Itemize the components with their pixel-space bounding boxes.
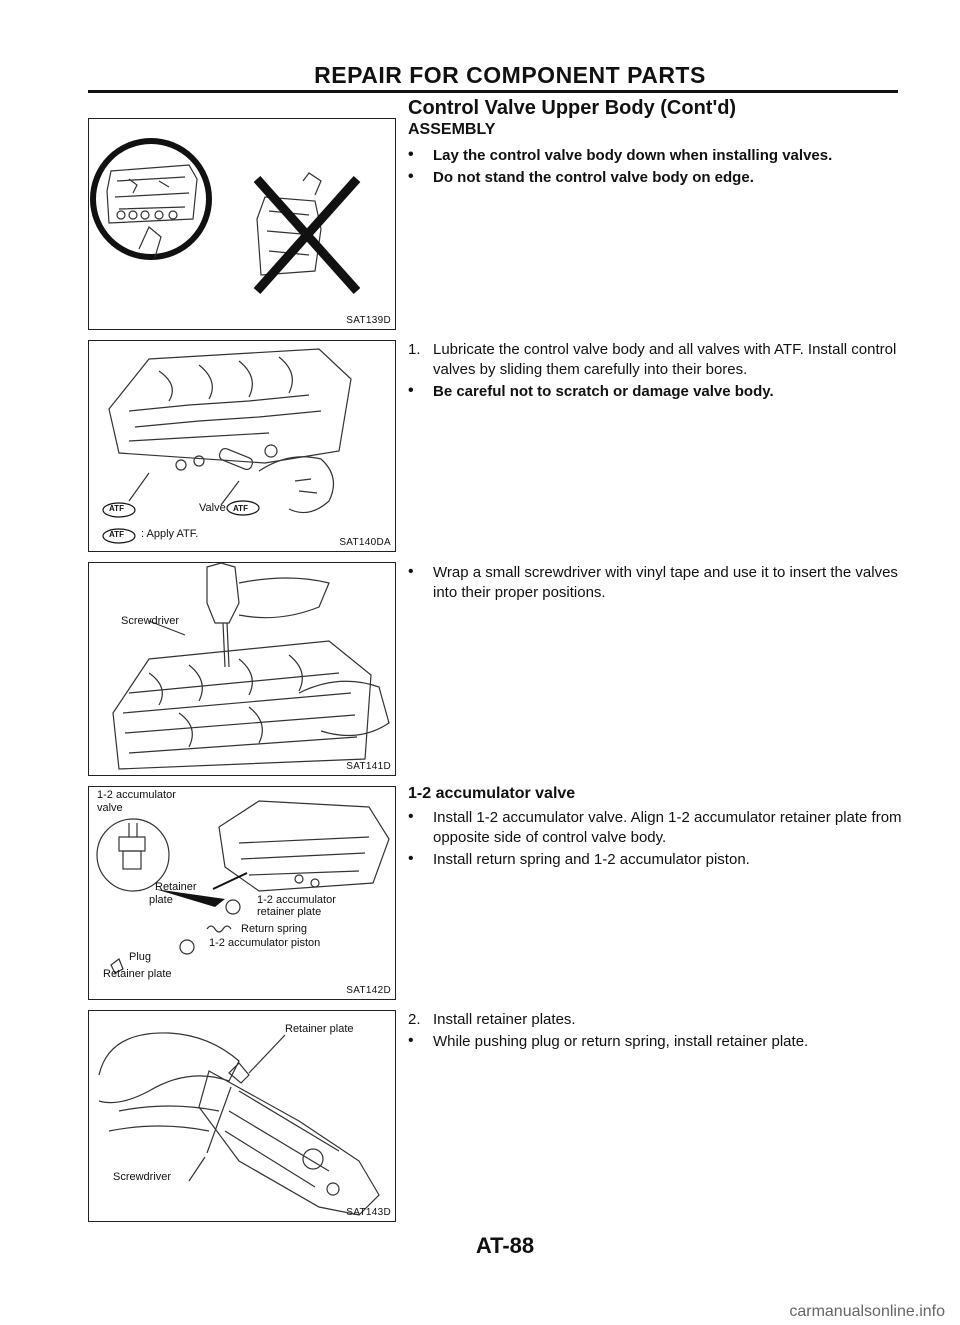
figure-sat141d — [88, 562, 396, 776]
valve-installation-illustration — [89, 341, 395, 551]
figure-code: SAT140DA — [339, 537, 391, 548]
label-accum-retainer-plate: 1-2 accumulator — [257, 894, 336, 906]
label-return-spring: Return spring — [241, 923, 308, 935]
block-step-1 — [403, 340, 903, 404]
watermark: carmanualsonline.info — [789, 1303, 945, 1320]
label-accum-valve: valve — [97, 802, 123, 814]
bullet-item: • Lay the control valve body down when installing valves. — [403, 146, 903, 166]
step-number: 1. — [408, 341, 421, 358]
figure-sat142d — [88, 786, 396, 1000]
label-accum-piston: 1-2 accumulator piston — [209, 937, 321, 949]
label-retainer-plate-bottom: Retainer plate — [103, 968, 172, 980]
retainer-plate-installation-illustration — [89, 1011, 395, 1221]
retainer-plate-label: Retainer plate — [285, 1023, 354, 1035]
screwdriver-label: Screwdriver — [113, 1171, 172, 1183]
page-header — [0, 62, 960, 89]
bullet-item: • Install return spring and 1-2 accumulator piston. — [403, 850, 903, 870]
screwdriver-label: Screwdriver — [121, 615, 180, 627]
page-number: AT-88 — [475, 1233, 535, 1258]
header-rule — [88, 90, 898, 93]
label-accum-retainer-plate: retainer plate — [257, 906, 322, 918]
valve-label: Valve — [199, 502, 226, 514]
step-item — [403, 1010, 903, 1030]
step-number: 2. — [408, 1011, 421, 1028]
figure-code: SAT142D — [346, 985, 391, 996]
step-item — [403, 340, 903, 380]
atf-badge: ATF — [109, 530, 124, 539]
section-title: Control Valve Upper Body (Cont'd) — [408, 97, 737, 119]
label-accum-valve: 1-2 accumulator — [97, 789, 176, 801]
bullet-item: • Be careful not to scratch or damage valve body. — [403, 382, 903, 402]
block-step-2 — [403, 1010, 903, 1054]
step-text: Install retainer plates. — [433, 1011, 576, 1028]
block-screwdriver-tip — [403, 563, 903, 605]
figure-code: SAT141D — [346, 761, 391, 772]
figure-code: SAT143D — [346, 1207, 391, 1218]
page-title: REPAIR FOR COMPONENT PARTS — [314, 62, 706, 88]
block-assembly-intro — [403, 98, 903, 190]
bullet-item: • While pushing plug or return spring, install retainer plate. — [403, 1032, 903, 1052]
bullet-item: • Wrap a small screwdriver with vinyl tape and use it to insert the valves into their proper positions. — [403, 563, 903, 603]
valve-body-orientation-illustration — [89, 119, 395, 329]
figure-sat143d — [88, 1010, 396, 1222]
screwdriver-insertion-illustration — [89, 563, 395, 775]
figure-sat140da — [88, 340, 396, 552]
label-retainer-plate: plate — [149, 894, 173, 906]
label-plug: Plug — [129, 951, 152, 963]
atf-badge: ATF — [109, 504, 124, 513]
apply-atf-legend: : Apply ATF. — [141, 528, 199, 540]
figure-code: SAT139D — [346, 315, 391, 326]
section-subtitle: ASSEMBLY — [408, 121, 496, 138]
figure-sat139d — [88, 118, 396, 330]
bullet-item: • Install 1-2 accumulator valve. Align 1-2 accumulator retainer plate from opposite side of control valve body. — [403, 808, 903, 848]
block-accumulator-valve — [403, 784, 903, 872]
atf-badge: ATF — [233, 504, 248, 513]
bullet-item: • Do not stand the control valve body on edge. — [403, 168, 903, 188]
step-text: Lubricate the control valve body and all valves with ATF. Install control valves by sliding them carefully into their bores. — [433, 341, 897, 378]
label-retainer-plate: Retainer — [155, 881, 197, 893]
subsection-title: 1-2 accumulator valve — [408, 785, 576, 802]
